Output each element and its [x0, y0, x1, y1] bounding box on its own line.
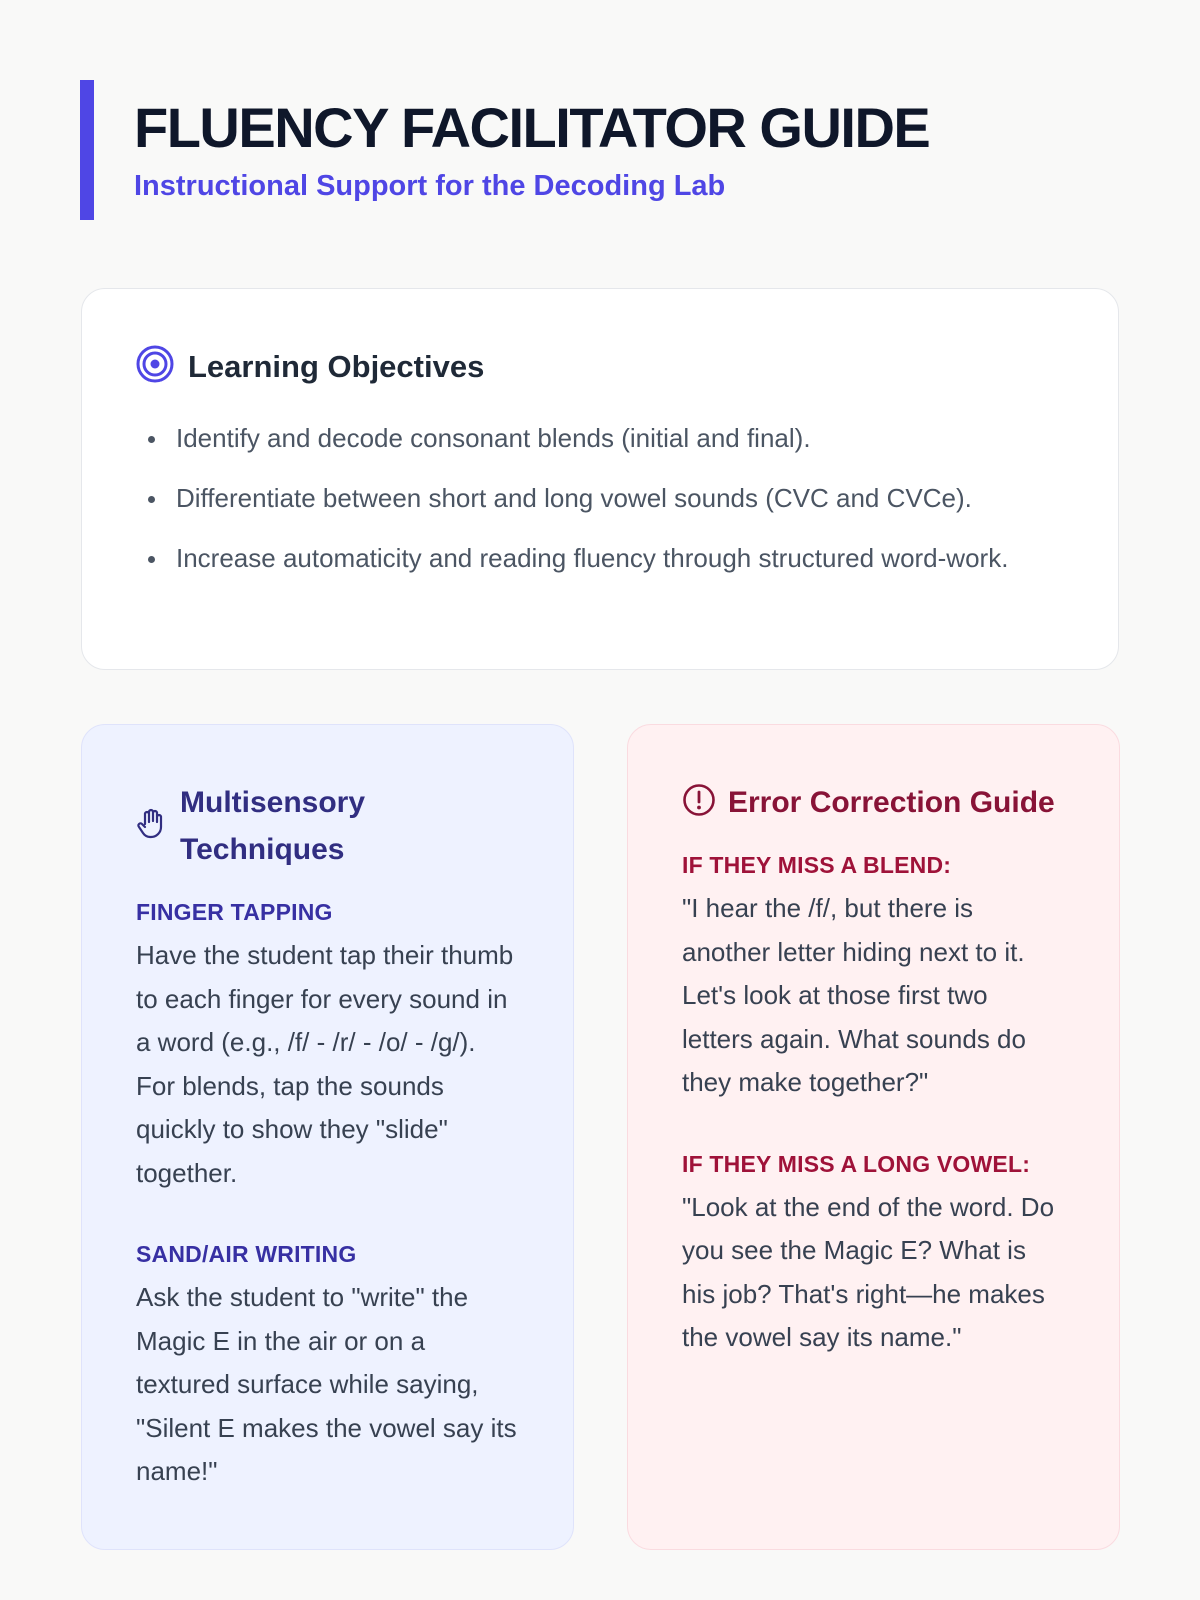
- objectives-list: [136, 418, 1064, 578]
- hand-icon: [136, 807, 168, 846]
- page-title: FLUENCY FACILITATOR GUIDE: [134, 96, 930, 159]
- page-subtitle: Instructional Support for the Decoding Lab: [134, 170, 726, 202]
- objective-item: Differentiate between short and long vowel sounds (CVC and CVCe).: [136, 478, 1064, 518]
- error-correction-panel: [627, 724, 1120, 1550]
- objectives-heading: Learning Objectives: [188, 348, 485, 384]
- alert-circle-icon: [682, 783, 716, 822]
- section-text: "Look at the end of the word. Do you see the Magic E? What is his job? That's right—he makes the vowel say its name.": [682, 1191, 1055, 1352]
- multisensory-heading: Multisensory Techniques: [180, 786, 366, 866]
- objective-item: Increase automaticity and reading fluency through structured word-work.: [136, 538, 1064, 578]
- section-label: IF THEY MISS A LONG VOWEL:: [682, 1150, 1031, 1177]
- multisensory-panel: [81, 724, 574, 1550]
- objectives-header: [136, 345, 1064, 388]
- learning-objectives-card: [81, 288, 1119, 670]
- objective-item: Identify and decode consonant blends (initial and final).: [136, 418, 1064, 458]
- section-text: "I hear the /f/, but there is another letter hiding next to it. Let's look at those first two letters again. What sounds do they make together?": [682, 893, 1026, 1097]
- page-header: [80, 80, 929, 220]
- section-text: Have the student tap their thumb to each finger for every sound in a word (e.g., /f/ - /r/ - /o/ - /g/). For blends, tap the sounds quickly to show they "slide" together.: [136, 940, 514, 1188]
- section-label: IF THEY MISS A BLEND:: [682, 852, 952, 878]
- section-label: SAND/AIR WRITING: [136, 1241, 357, 1267]
- error-correction-header: [682, 779, 1065, 826]
- error-correction-heading: Error Correction Guide: [728, 786, 1055, 819]
- section-label: FINGER TAPPING: [136, 899, 333, 925]
- multisensory-header: [136, 779, 519, 873]
- section-text: Ask the student to "write" the Magic E in the air or on a textured surface while saying, "Silent E makes the vowel say its name!": [136, 1282, 517, 1486]
- target-icon: [136, 345, 174, 388]
